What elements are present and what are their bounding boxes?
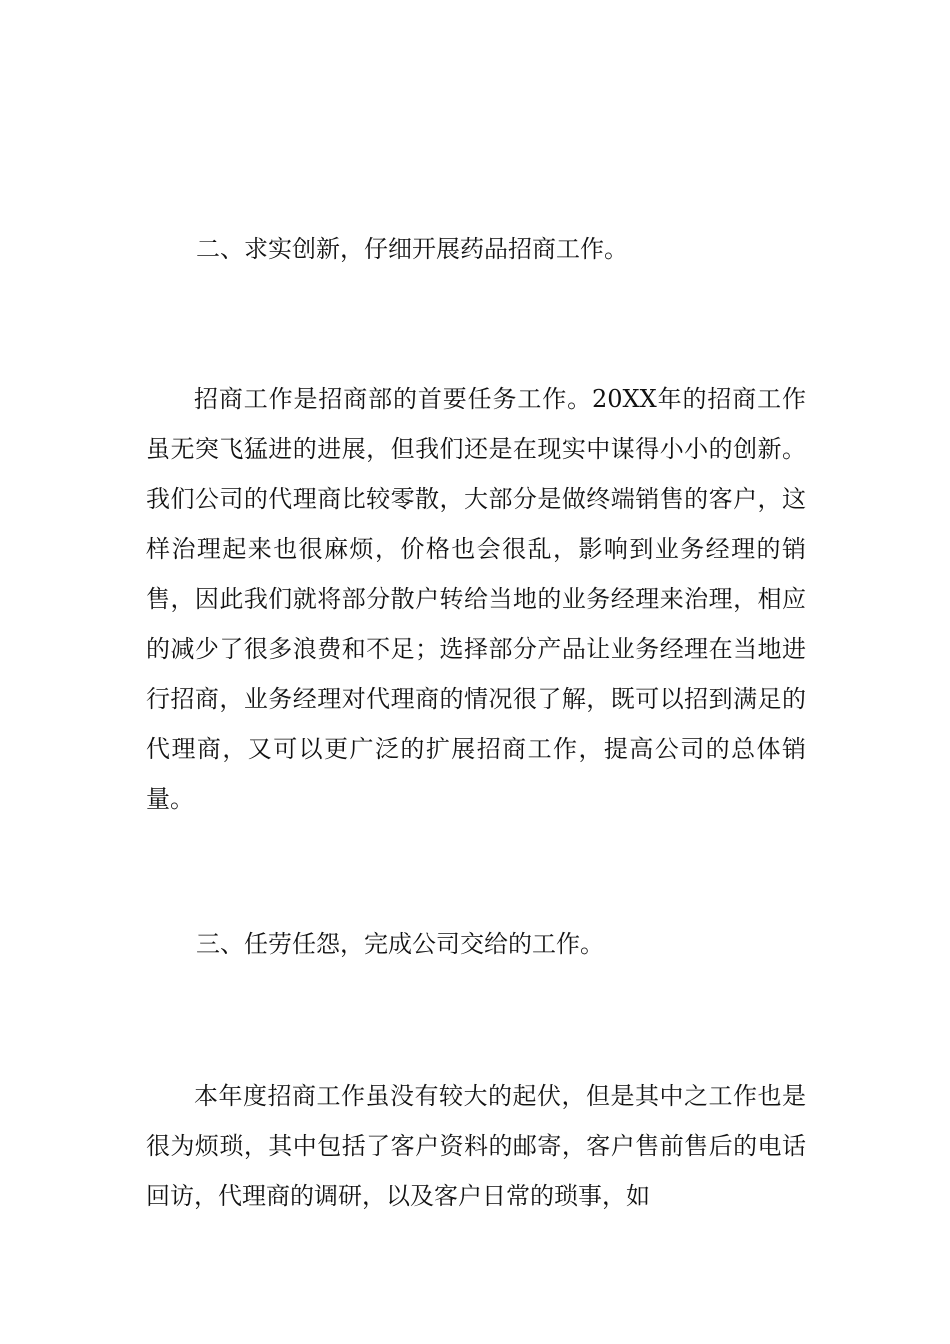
section-heading-2: 二、求实创新，仔细开展药品招商工作。 — [196, 235, 628, 263]
section-paragraph-3: 本年度招商工作虽没有较大的起伏，但是其中之工作也是很为烦琐，其中包括了客户资料的邮寄，客户售前售后的电话回访，代理商的调研，以及客户日常的琐事，如 — [146, 1082, 806, 1210]
section-paragraph-2: 招商工作是招商部的首要任务工作。20XX年的招商工作虽无突飞猛进的进展，但我们还是在现实中谋得小小的创新。我们公司的代理商比较零散，大部分是做终端销售的客户，这样治理起来也很麻烦，价格也会很乱，影响到业务经理的销售，因此我们就将部分散户转给当地的业务经理来治理，相应的减少了很多浪费和不足；选择部分产品让业务经理在当地进行招商，业务经理对代理商的情况很了解，既可以招到满足的代理商，又可以更广泛的扩展招商工作，提高公司的总体销量。 — [146, 385, 806, 813]
section-heading-3: 三、任劳任怨，完成公司交给的工作。 — [196, 930, 604, 958]
